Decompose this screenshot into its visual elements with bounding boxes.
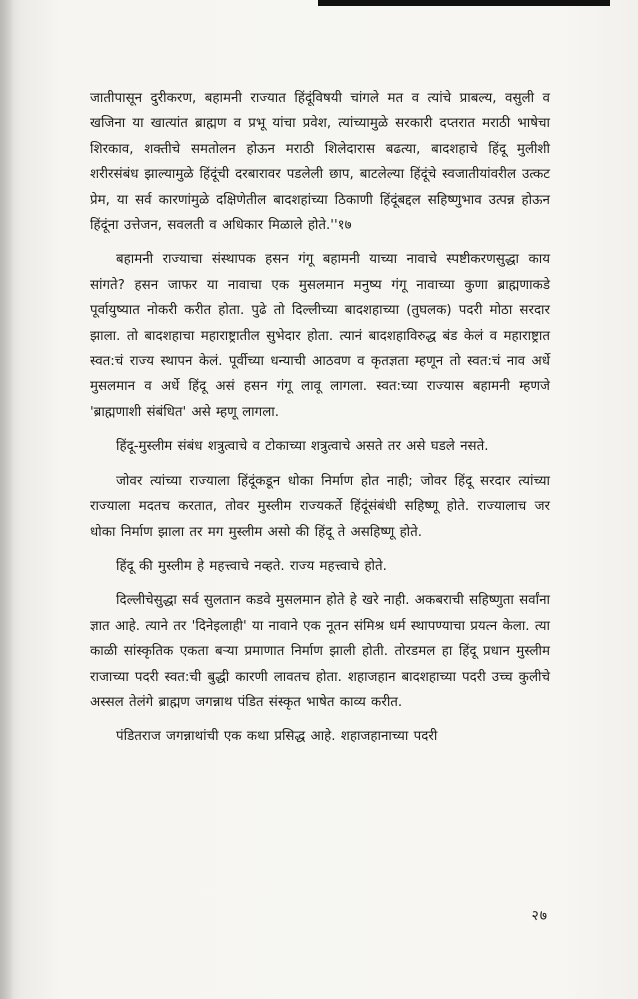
paragraph-7: पंडितराज जगन्नाथांची एक कथा प्रसिद्ध आहे. शहाजहानाच्या पदरी [116,729,438,745]
paragraph-6: दिल्लीचेसुद्धा सर्व सुलतान कडवे मुसलमान होते हे खरे नाही. अकबराची सहिष्णुता सर्वांना ज्ञात आहे. त्याने तर 'दिनेइलाही' या नावाने एक नूतन संमिश्र धर्म स्थापण्याचा प्रयत्न केला. त्या काळी सांस्कृतिक एकता बऱ्या प्रमाणात निर्माण झाली होती. तोरडमल हा हिंदू प्रधान मुस्लीम राजाच्या पदरी स्वत:ची बुद्धी कारणी लावतच होता. शहाजहान बादशहाच्या पदरी उच्च कुलीचे अस्सल तेलंगे ब्राह्मण जगन्नाथ पंडित संस्कृत भाषेत काव्य करीत. [90,593,550,710]
paragraph-1: जातीपासून दुरीकरण, बहामनी राज्यात हिंदूंविषयी चांगले मत व त्यांचे प्राबल्य, वसुली व खजिना या खात्यांत ब्राह्मण व प्रभू यांचा प्रवेश, त्यांच्यामुळे सरकारी दप्तरात मराठी भाषेचा शिरकाव, शक्तीचे समतोलन होऊन मराठी शिलेदारास बढत्या, बादशहाचे हिंदू मुलीशी शरीरसंबंध झाल्यामुळे हिंदूंची दरबारावर पडलेली छाप, बाटलेल्या हिंदूंचे स्वजातीयांवरील उत्कट प्रेम, या सर्व कारणांमुळे दक्षिणेतील बादशहांच्या ठिकाणी हिंदूंबद्दल सहिष्णुभाव उत्पन्न होऊन हिंदूंना उत्तेजन, सवलती व अधिकार मिळाले होते.''१७ [90,91,550,234]
paragraph-3: हिंदू-मुस्लीम संबंध शत्रुत्वाचे व टोकाच्या शत्रुत्वाचे असते तर असे घडले नसते. [116,439,489,455]
paragraph-4: जोवर त्यांच्या राज्याला हिंदूंकडून धोका निर्माण होत नाही; जोवर हिंदू सरदार त्यांच्या राज्याला मदतच करतात, तोवर मुस्लीम राज्यकर्ते हिंदूंसंबंधी सहिष्णू होते. राज्यालाच जर धोका निर्माण झाला तर मग मुस्लीम असो की हिंदू ते असहिष्णू होते. [90,473,550,540]
top-rule-line [318,0,610,6]
paragraph-2: बहामनी राज्याचा संस्थापक हसन गंगू बहामनी याच्या नावाचे स्पष्टीकरणसुद्धा काय सांगते? हसन जाफर या नावाचा एक मुसलमान मनुष्य गंगू नावाच्या कुणा ब्राह्मणाकडे पूर्वायुष्यात नोकरी करीत होता. पुढे तो दिल्लीच्या बादशहाच्या (तुघलक) पदरी मोठा सरदार झाला. तो बादशहाचा महाराष्ट्रातील सुभेदार होता. त्यानं बादशहाविरुद्ध बंड केलं व महाराष्ट्रात स्वत:चं राज्य स्थापन केलं. पूर्वीच्या धन्याची आठवण व कृतज्ञता म्हणून तो स्वत:चं नाव अर्धे मुसलमान व अर्धे हिंदू असं हसन गंगू लावू लागला. स्वत:च्या राज्यास बहामनी म्हणजे 'ब्राह्मणाशी संबंधित' असे म्हणू लागला. [90,252,550,420]
paragraph-5: हिंदू की मुस्लीम हे महत्त्वाचे नव्हते. राज्य महत्त्वाचे होते. [116,558,387,574]
page-number: २७ [531,908,548,924]
binding-shadow [0,0,14,999]
body-text [90,86,550,759]
